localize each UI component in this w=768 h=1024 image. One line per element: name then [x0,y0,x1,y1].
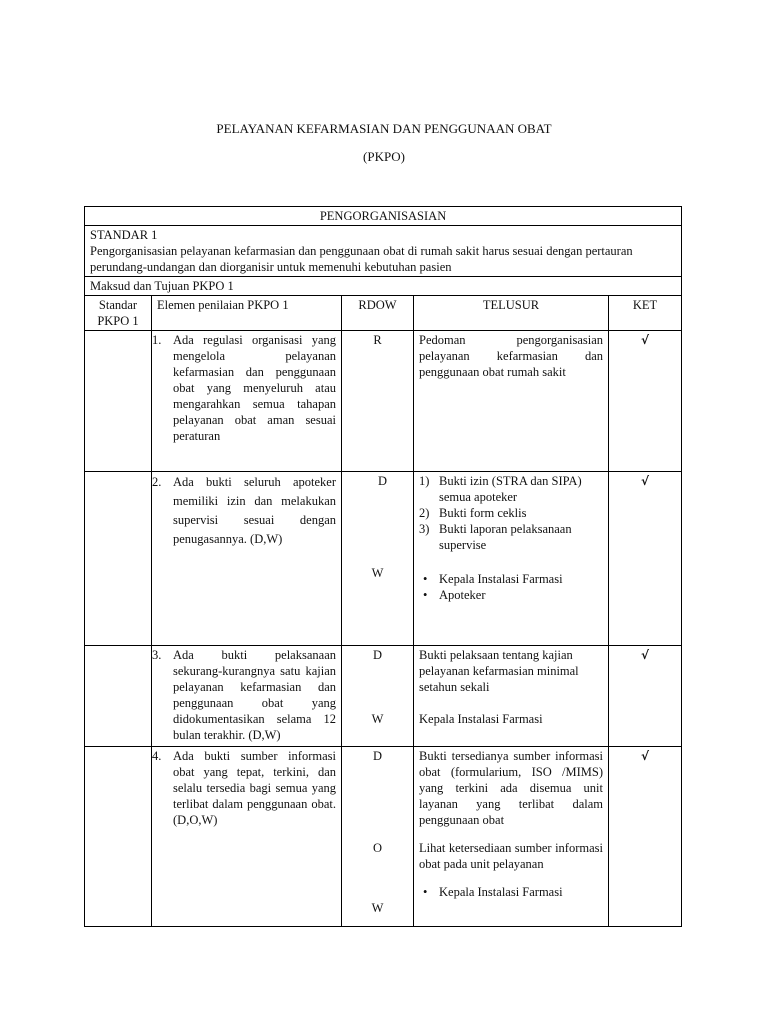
elemen-text: Ada regulasi organisasi yang mengelola pelayanan kefarmasian dan penggunaan obat yang menyeluruh atau mengarahkan semua tahapan pelayanan obat aman sesuai peraturan [173,333,336,443]
rdow-code: W [371,712,384,726]
check-mark-icon: √ [641,333,650,347]
item-number: 3. [152,648,162,662]
check-mark-icon: √ [641,474,650,488]
list-item: 2) Bukti form ceklis [419,506,527,520]
standard-row [85,226,682,277]
elemen-cell [152,472,342,646]
list-item: 3) Bukti laporan pelaksanaan supervise [419,522,572,552]
standard-label: STANDAR 1 [90,228,158,242]
rdow-cell [342,646,414,747]
header-rdow: RDOW [342,296,414,331]
telusur-cell [414,747,609,927]
rdow-code: D [377,474,388,488]
standar-cell [85,331,152,472]
item-number: 4. [152,749,162,763]
ket-cell [609,747,682,927]
list-item: • Kepala Instalasi Farmasi [419,571,603,587]
pkpo-table [84,206,682,927]
header-ket: KET [609,296,682,331]
table-row [85,747,682,927]
rdow-code: D [372,749,383,763]
rdow-cell [342,331,414,472]
rdow-code: W [371,566,384,580]
standar-cell [85,646,152,747]
elemen-text: Ada bukti sumber informasi obat yang tepat, terkini, dan selalu tersedia bagi semua yang terlibat dalam penggunaan obat. (D,O,W) [173,749,336,827]
header-row [85,296,682,331]
telusur-cell [414,646,609,747]
telusur-text: Bukti pelaksaan tentang kajian pelayanan kefarmasian minimal setahun sekali [419,648,579,694]
table-row [85,646,682,747]
elemen-text: Ada bukti seluruh apoteker memiliki izin dan melakukan supervisi sesuai dengan penugasannya. (D,W) [173,475,336,546]
check-mark-icon: √ [641,648,650,662]
ket-cell [609,472,682,646]
elemen-cell [152,646,342,747]
table-row [85,331,682,472]
rdow-cell [342,472,414,646]
list-item: 1) Bukti izin (STRA dan SIPA) semua apoteker [419,474,582,504]
purpose-row [85,277,682,296]
standard-cell [85,226,682,277]
standar-cell [85,472,152,646]
telusur-cell [414,472,609,646]
table-row [85,472,682,646]
header-standar: Standar PKPO 1 [85,296,152,331]
elemen-text: Ada bukti pelaksanaan sekurang-kurangnya satu kajian pelayanan kefarmasian dan penggunaan obat yang didokumentasikan selama 12 bulan terakhir. (D,W) [173,648,336,742]
standar-cell [85,747,152,927]
rdow-code: W [371,901,384,915]
standard-text: Pengorganisasian pelayanan kefarmasian dan penggunaan obat di rumah sakit harus sesuai dengan pertauran perundang-undangan dan diorganisir untuk memenuhi kebutuhan pasien [90,244,633,274]
check-mark-icon: √ [641,749,650,763]
telusur-observation: Lihat ketersediaan sumber informasi obat pada unit pelayanan [419,841,603,871]
telusur-interview: Kepala Instalasi Farmasi [419,712,543,726]
rdow-code: D [372,648,383,662]
document-title: PELAYANAN KEFARMASIAN DAN PENGGUNAAN OBAT [216,121,552,136]
purpose-heading: Maksud dan Tujuan PKPO 1 [85,277,682,296]
section-heading: PENGORGANISASIAN [85,207,682,226]
list-item: • Kepala Instalasi Farmasi [419,884,603,900]
ket-cell [609,646,682,747]
rdow-code: O [372,841,383,855]
header-telusur: TELUSUR [414,296,609,331]
header-elemen: Elemen penilaian PKPO 1 [152,296,342,331]
rdow-cell [342,747,414,927]
item-number: 1. [152,333,162,347]
telusur-cell [414,331,609,472]
elemen-cell [152,747,342,927]
rdow-code: R [373,333,382,347]
item-number: 2. [152,475,162,489]
elemen-cell [152,331,342,472]
section-row [85,207,682,226]
list-item: • Apoteker [419,587,603,603]
ket-cell [609,331,682,472]
telusur-text: Pedoman pengorganisasian pelayanan kefarmasian dan penggunaan obat rumah sakit [419,333,603,379]
telusur-text: Bukti tersedianya sumber informasi obat (formularium, ISO /MIMS) yang terkini ada disemua unit layanan yang terlibat dalam penggunaan obat [419,749,603,827]
document-subtitle: (PKPO) [363,149,405,164]
